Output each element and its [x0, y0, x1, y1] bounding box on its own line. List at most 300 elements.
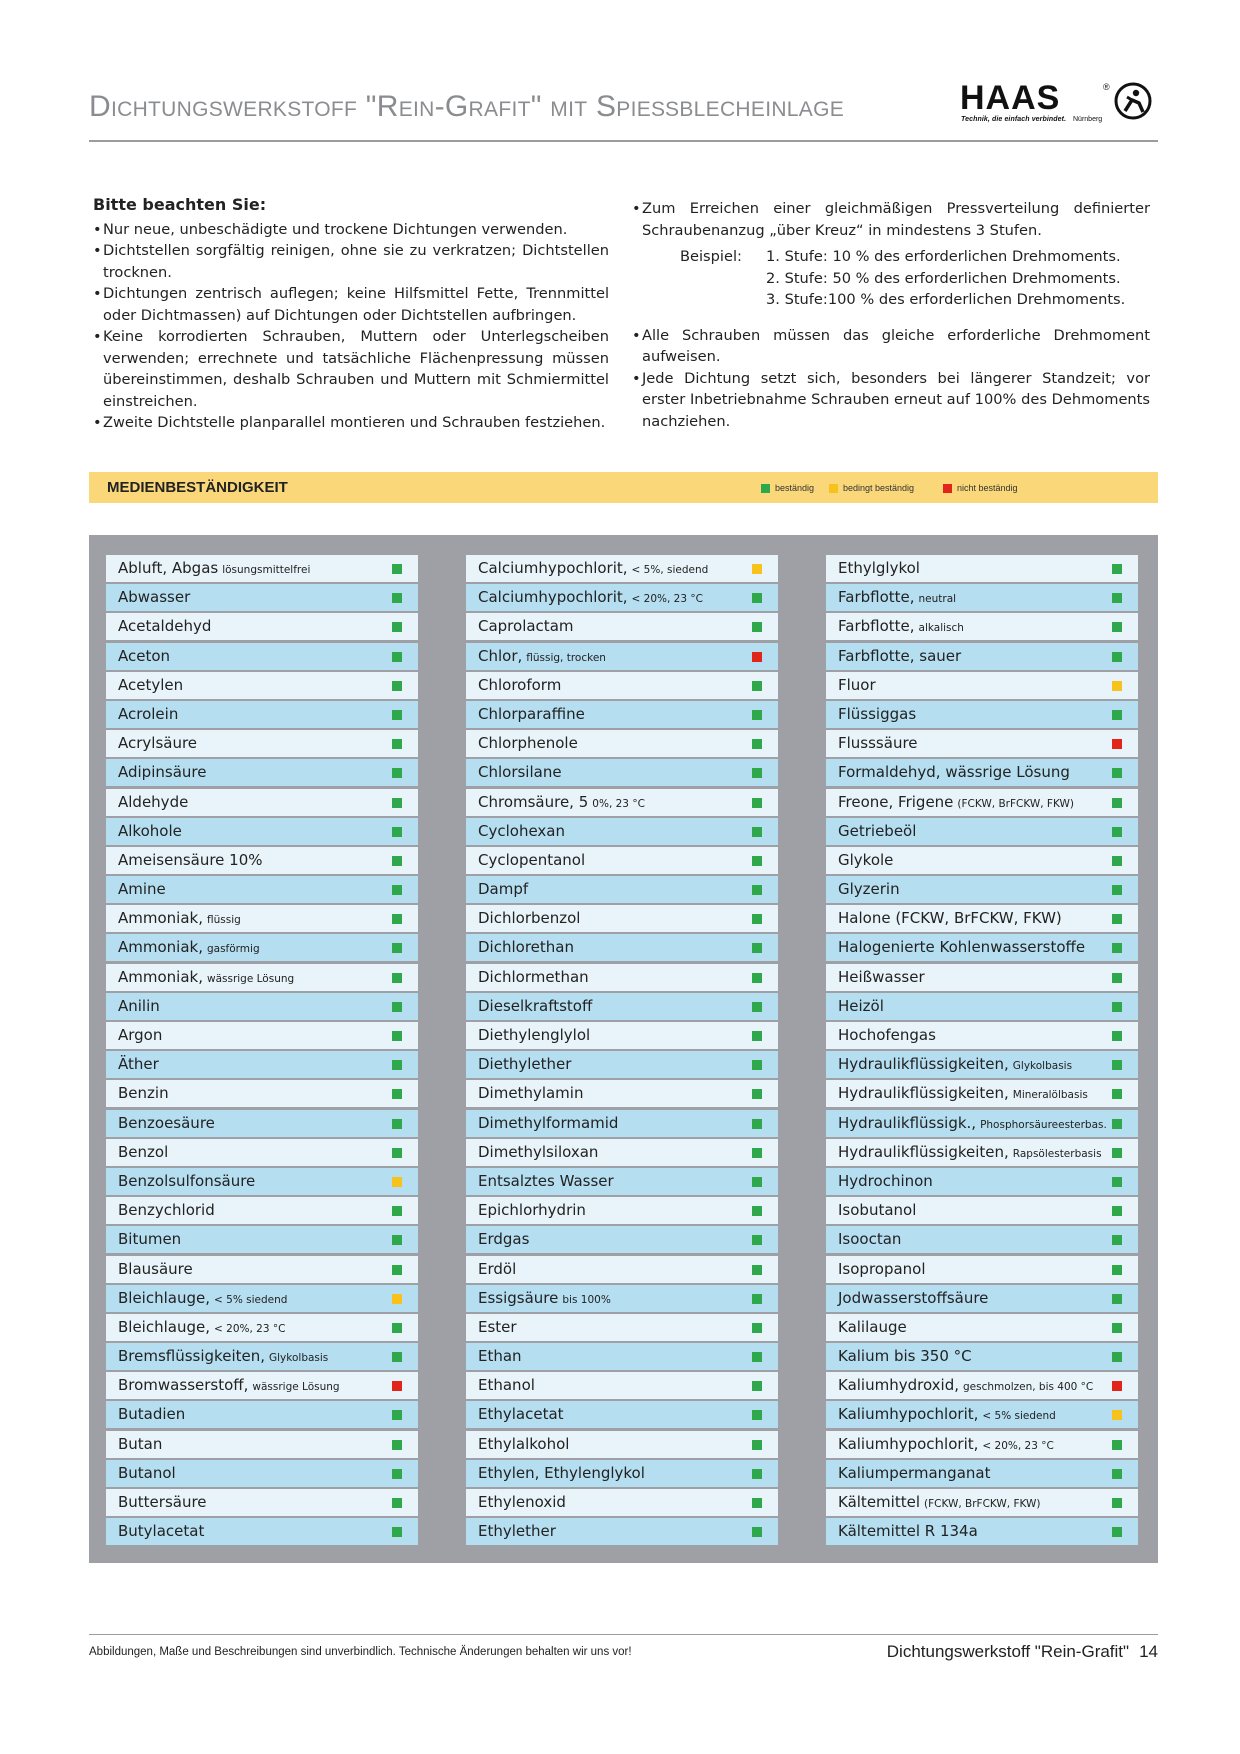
resistance-status-indicator [752, 914, 762, 924]
media-condition: (FCKW, BrFCKW, FKW) [923, 1498, 1041, 1510]
resistance-status-indicator [1112, 1089, 1122, 1099]
media-name: Adipinsäure [118, 763, 207, 782]
legend-item-3 [943, 483, 1018, 493]
media-name: Kalium bis 350 °C [838, 1347, 972, 1366]
logo-tagline: Technik, die einfach verbindet. [961, 116, 1067, 123]
resistance-status-indicator [1112, 1294, 1122, 1304]
media-row [106, 1051, 418, 1078]
media-row [826, 1343, 1138, 1370]
media-name: Isopropanol [838, 1259, 926, 1278]
media-row [106, 1460, 418, 1487]
footer-disclaimer: Abbildungen, Maße und Beschreibungen sind unverbindlich. Technische Änderungen behalten wir uns vor! [89, 1646, 632, 1658]
media-name: Farbflotte, sauer [838, 646, 962, 665]
haas-logo [960, 80, 1160, 130]
media-name: Ethylalkohol [478, 1434, 570, 1453]
resistance-status-indicator [752, 681, 762, 691]
media-row [106, 789, 418, 816]
media-condition: flüssig, trocken [526, 651, 606, 664]
media-row [466, 964, 778, 991]
media-row [826, 1080, 1138, 1107]
example-label: Beispiel: [680, 248, 742, 265]
media-row [826, 643, 1138, 670]
media-resistance-table [89, 535, 1158, 1563]
media-row [106, 1285, 418, 1312]
resistance-status-indicator [1112, 1206, 1122, 1216]
resistance-status-indicator [752, 1469, 762, 1479]
legend-item-2 [829, 483, 914, 493]
resistance-status-indicator [1112, 681, 1122, 691]
resistance-status-indicator [1112, 827, 1122, 837]
resistance-status-indicator [1112, 856, 1122, 866]
media-name: Freone, Frigene [838, 792, 954, 811]
media-row [106, 1314, 418, 1341]
media-name: Bitumen [118, 1230, 182, 1249]
media-name: Diethylether [478, 1055, 572, 1074]
media-name: Dieselkraftstoff [478, 996, 593, 1015]
media-name: Acetaldehyd [118, 617, 212, 636]
media-row [826, 818, 1138, 845]
media-condition: Phosphorsäureesterbas. [980, 1118, 1107, 1131]
resistance-status-indicator [392, 914, 402, 924]
resistance-status-indicator [392, 681, 402, 691]
media-row [466, 847, 778, 874]
resistance-status-indicator [752, 1031, 762, 1041]
media-name: Hydrochinon [838, 1171, 933, 1190]
media-name: Calciumhypochlorit, [478, 559, 628, 577]
resistance-status-indicator [1112, 1440, 1122, 1450]
resistance-status-indicator [392, 1323, 402, 1333]
media-name: Dichlorbenzol [478, 909, 581, 928]
media-row [466, 555, 778, 582]
media-row [106, 934, 418, 961]
media-name: Flüssiggas [838, 704, 917, 723]
resistance-status-indicator [392, 1235, 402, 1245]
resistance-status-indicator [752, 710, 762, 720]
resistance-status-indicator [1112, 914, 1122, 924]
media-row [106, 1080, 418, 1107]
media-row [106, 759, 418, 786]
resistance-status-indicator [1112, 1527, 1122, 1537]
media-name: Chlorparaffine [478, 704, 585, 723]
media-row [466, 584, 778, 611]
resistance-status-indicator [1112, 1410, 1122, 1420]
media-condition: bis 100% [562, 1293, 611, 1306]
resistance-status-indicator [392, 768, 402, 778]
legend-label: bedingt beständig [843, 483, 915, 493]
media-name: Hydraulikflüssigkeiten, [838, 1084, 1009, 1103]
note-item: • Dichtungen zentrisch auflegen; keine Hilfsmittel Fette, Trennmittel oder Dichtmassen) auf Dichtungen oder Dichtstellen aufbringen. [93, 283, 609, 326]
media-name: Kältemittel [838, 1493, 920, 1511]
resistance-status-indicator [752, 768, 762, 778]
media-row [826, 1372, 1138, 1399]
resistance-status-indicator [752, 1381, 762, 1391]
resistance-status-indicator [392, 1119, 402, 1129]
resistance-status-indicator [392, 1527, 402, 1537]
media-condition: gasförmig [206, 943, 260, 956]
media-name: Calciumhypochlorit, [478, 588, 628, 607]
resistance-status-indicator [752, 943, 762, 953]
media-row [826, 1285, 1138, 1312]
resistance-status-indicator [752, 885, 762, 895]
media-row [466, 643, 778, 670]
resistance-status-indicator [752, 1119, 762, 1129]
resistance-status-indicator [752, 1294, 762, 1304]
media-name: Kaliumhydroxid, [838, 1376, 960, 1395]
resistance-status-indicator [1112, 1323, 1122, 1333]
legend-item-1 [761, 483, 814, 493]
media-name: Glykole [838, 850, 894, 869]
media-name: Ethylenoxid [478, 1493, 566, 1511]
media-name: Kaliumhypochlorit, [838, 1434, 979, 1453]
media-row [826, 934, 1138, 961]
media-row [106, 1022, 418, 1049]
header-rule [89, 140, 1158, 142]
media-row [826, 789, 1138, 816]
resistance-status-indicator [1112, 798, 1122, 808]
media-name: Farbflotte, [838, 588, 915, 607]
footer-rule [89, 1634, 1158, 1635]
media-condition: 0%, 23 °C [592, 797, 645, 810]
media-name: Acrolein [118, 704, 179, 723]
haas-emblem-icon [1113, 81, 1153, 121]
media-row [826, 730, 1138, 757]
resistance-status-indicator [752, 1060, 762, 1070]
resistance-status-indicator [392, 1060, 402, 1070]
note-item: • Dichtstellen sorgfältig reinigen, ohne sie zu verkratzen; Dichtstellen trocknen. [93, 240, 609, 283]
media-row [466, 789, 778, 816]
media-condition: lösungsmittelfrei [222, 564, 311, 576]
media-row [106, 1197, 418, 1224]
resistance-status-indicator [1112, 1177, 1122, 1187]
media-row [826, 964, 1138, 991]
media-row [466, 1518, 778, 1545]
resistance-status-indicator [752, 1440, 762, 1450]
media-row [826, 1139, 1138, 1166]
resistance-status-indicator [752, 564, 762, 574]
media-name: Ethan [478, 1347, 522, 1366]
resistance-status-indicator [392, 593, 402, 603]
media-name: Bleichlauge, [118, 1288, 210, 1307]
media-row [106, 847, 418, 874]
media-name: Heißwasser [838, 967, 925, 986]
media-name: Bromwasserstoff, [118, 1376, 249, 1395]
media-name: Buttersäure [118, 1493, 207, 1511]
media-name: Ethylen, Ethylenglykol [478, 1463, 645, 1482]
media-row [466, 1051, 778, 1078]
media-row [106, 1226, 418, 1253]
media-row [826, 584, 1138, 611]
resistance-status-indicator [1112, 1119, 1122, 1129]
media-row [106, 964, 418, 991]
media-name: Ethylglykol [838, 559, 920, 577]
media-row [466, 1372, 778, 1399]
media-row [826, 1401, 1138, 1428]
media-name: Dichlormethan [478, 967, 589, 986]
resistance-status-indicator [752, 1002, 762, 1012]
resistance-status-indicator [1112, 1002, 1122, 1012]
media-row [466, 1489, 778, 1516]
resistance-status-indicator [392, 622, 402, 632]
media-name: Bleichlauge, [118, 1317, 210, 1336]
media-row [826, 1197, 1138, 1224]
media-name: Butylacetat [118, 1522, 205, 1541]
resistance-status-indicator [1112, 973, 1122, 983]
media-name: Isobutanol [838, 1201, 917, 1220]
media-row [826, 1110, 1138, 1137]
media-row [826, 701, 1138, 728]
media-row [826, 1460, 1138, 1487]
media-name: Butan [118, 1434, 163, 1453]
media-condition: < 20%, 23 °C [631, 593, 703, 606]
media-row [466, 1022, 778, 1049]
legend-label: beständig [775, 483, 815, 493]
resistance-status-indicator [392, 1381, 402, 1391]
media-condition: flüssig [206, 914, 241, 927]
media-name: Alkohole [118, 821, 182, 840]
media-name: Argon [118, 1026, 163, 1044]
media-row [466, 1460, 778, 1487]
resistance-status-indicator [392, 1294, 402, 1304]
media-condition: wässrige Lösung [206, 972, 295, 985]
resistance-status-indicator [1112, 1235, 1122, 1245]
notes-list-right-after [632, 325, 1150, 433]
media-condition: (FCKW, BrFCKW, FKW) [957, 797, 1074, 810]
media-name: Cyclohexan [478, 821, 565, 840]
media-name: Caprolactam [478, 617, 574, 636]
media-row [106, 905, 418, 932]
logo-wordmark: HAAS [960, 79, 1061, 117]
resistance-status-indicator [1112, 768, 1122, 778]
resistance-status-indicator [392, 1410, 402, 1420]
media-name: Ester [478, 1317, 517, 1336]
media-row [106, 701, 418, 728]
media-name: Essigsäure [478, 1288, 559, 1307]
resistance-status-indicator [752, 739, 762, 749]
resistance-status-indicator [392, 1148, 402, 1158]
resistance-status-indicator [392, 1177, 402, 1187]
logo-city: Nürnberg [1073, 116, 1103, 123]
legend-label: nicht beständig [957, 483, 1018, 493]
media-name: Acetylen [118, 675, 184, 694]
media-name: Epichlorhydrin [478, 1201, 586, 1220]
media-name: Bremsflüssigkeiten, [118, 1347, 265, 1366]
resistance-status-indicator [392, 1440, 402, 1450]
media-name: Ethanol [478, 1376, 535, 1395]
media-name: Diethylenglylol [478, 1026, 591, 1044]
media-name: Farbflotte, [838, 617, 915, 636]
resistance-status-indicator [1112, 652, 1122, 662]
media-condition: neutral [918, 593, 957, 606]
media-row [106, 643, 418, 670]
media-name: Cyclopentanol [478, 850, 586, 869]
notes-right-column [632, 198, 1150, 432]
torque-example [632, 246, 1150, 311]
media-row [466, 1226, 778, 1253]
media-name: Ammoniak, [118, 967, 203, 986]
media-name: Dampf [478, 880, 529, 899]
resistance-status-indicator [392, 827, 402, 837]
resistance-status-indicator [1112, 1265, 1122, 1275]
resistance-status-indicator [1112, 1352, 1122, 1362]
media-row [466, 759, 778, 786]
media-row [106, 613, 418, 640]
media-name: Hydraulikflüssigk., [838, 1113, 977, 1132]
resistance-status-indicator [392, 973, 402, 983]
media-row [106, 1110, 418, 1137]
media-name: Kältemittel R 134a [838, 1522, 978, 1541]
media-row [106, 1168, 418, 1195]
media-row [106, 993, 418, 1020]
media-name: Amine [118, 880, 166, 899]
media-name: Benzin [118, 1084, 169, 1103]
resistance-status-indicator [1112, 593, 1122, 603]
media-condition: < 20%, 23 °C [982, 1439, 1054, 1452]
media-name: Kalilauge [838, 1317, 907, 1336]
resistance-status-indicator [752, 1352, 762, 1362]
notes-list [93, 219, 609, 434]
resistance-status-indicator [752, 593, 762, 603]
media-row [106, 1139, 418, 1166]
media-name: Halogenierte Kohlenwasserstoffe [838, 938, 1086, 957]
media-row [826, 1256, 1138, 1283]
resistance-status-indicator [752, 827, 762, 837]
media-name: Abwasser [118, 588, 191, 607]
media-condition: Mineralölbasis [1012, 1089, 1088, 1102]
media-row [826, 555, 1138, 582]
example-step: 3. Stufe:100 % des erforderlichen Drehmoments. [766, 291, 1126, 308]
note-item: • Nur neue, unbeschädigte und trockene Dichtungen verwenden. [93, 219, 609, 241]
resistance-status-indicator [1112, 1469, 1122, 1479]
resistance-status-indicator [392, 1498, 402, 1508]
media-column-2 [466, 555, 778, 1547]
media-row [106, 555, 418, 582]
media-row [106, 1372, 418, 1399]
resistance-status-indicator [392, 798, 402, 808]
media-name: Chloroform [478, 675, 562, 694]
resistance-status-indicator [392, 1265, 402, 1275]
media-row [106, 730, 418, 757]
logo-registered-mark: ® [1103, 82, 1110, 92]
media-row [826, 672, 1138, 699]
media-row [466, 993, 778, 1020]
resistance-status-indicator [392, 710, 402, 720]
media-name: Dimethylformamid [478, 1113, 619, 1132]
note-item: • Keine korrodierten Schrauben, Muttern oder Unterlegscheiben verwenden; errechnete und tatsächliche Flächenpressung müssen übereinstimmen, deshalb Schrauben und Muttern mit Schmiermittel einstreichen. [93, 326, 609, 412]
media-row [466, 1080, 778, 1107]
media-name: Kaliumhypochlorit, [838, 1405, 979, 1424]
resistance-status-indicator [752, 856, 762, 866]
media-row [826, 759, 1138, 786]
resistance-status-indicator [1112, 943, 1122, 953]
media-name: Glyzerin [838, 880, 900, 899]
resistance-status-indicator [752, 1265, 762, 1275]
example-step: 2. Stufe: 50 % des erforderlichen Drehmoments. [766, 269, 1121, 287]
media-row [826, 1518, 1138, 1545]
media-row [466, 1343, 778, 1370]
media-name: Erdöl [478, 1259, 517, 1278]
resistance-status-indicator [1112, 1148, 1122, 1158]
resistance-status-indicator [1112, 1381, 1122, 1391]
note-item: • Zweite Dichtstelle planparallel montieren und Schrauben festziehen. [93, 412, 609, 434]
note-item: • Alle Schrauben müssen das gleiche erforderliche Drehmoment aufweisen. [632, 325, 1150, 368]
media-name: Ethylether [478, 1522, 556, 1541]
legend-swatch-2 [829, 484, 838, 493]
media-name: Benzoesäure [118, 1113, 215, 1132]
resistance-status-indicator [1112, 622, 1122, 632]
media-row [826, 1314, 1138, 1341]
resistance-status-indicator [752, 1235, 762, 1245]
page-title: Dichtungswerkstoff "Rein-Grafit" mit Spießblecheinlage [89, 90, 845, 123]
media-name: Ethylacetat [478, 1405, 564, 1424]
media-row [826, 1168, 1138, 1195]
resistance-status-indicator [1112, 710, 1122, 720]
resistance-status-indicator [1112, 739, 1122, 749]
media-name: Hochofengas [838, 1026, 936, 1044]
media-row [106, 1518, 418, 1545]
media-condition: geschmolzen, bis 400 °C [963, 1381, 1094, 1394]
media-row [466, 1314, 778, 1341]
media-name: Jodwasserstoffsäure [838, 1288, 989, 1307]
media-row [466, 1256, 778, 1283]
notes-list-right [632, 198, 1150, 241]
media-name: Dimethylamin [478, 1084, 584, 1103]
media-name: Acrylsäure [118, 734, 198, 753]
resistance-status-indicator [752, 1206, 762, 1216]
media-row [466, 730, 778, 757]
media-row [826, 876, 1138, 903]
section-header-band [89, 472, 1158, 503]
media-condition: < 20%, 23 °C [214, 1322, 286, 1335]
media-condition: < 5% siedend [982, 1410, 1056, 1423]
media-name: Erdgas [478, 1230, 530, 1249]
media-name: Isooctan [838, 1230, 902, 1249]
media-name: Hydraulikflüssigkeiten, [838, 1055, 1009, 1074]
media-name: Chlor, [478, 646, 523, 665]
media-row [466, 1110, 778, 1137]
resistance-status-indicator [392, 856, 402, 866]
note-item: • Jede Dichtung setzt sich, besonders bei längerer Standzeit; vor erster Inbetriebnahme Schrauben erneut auf 100% des Dehmoments nachziehen. [632, 368, 1150, 433]
resistance-status-indicator [752, 1498, 762, 1508]
media-condition: alkalisch [918, 622, 964, 635]
media-name: Ameisensäure 10% [118, 850, 263, 869]
resistance-status-indicator [752, 1410, 762, 1420]
media-row [106, 1343, 418, 1370]
media-row [466, 1168, 778, 1195]
media-name: Entsalztes Wasser [478, 1171, 614, 1190]
media-name: Aldehyde [118, 792, 189, 811]
resistance-status-indicator [392, 885, 402, 895]
notes-left-column [93, 194, 609, 434]
resistance-status-indicator [752, 973, 762, 983]
media-name: Blausäure [118, 1259, 193, 1278]
media-row [106, 584, 418, 611]
media-row [826, 847, 1138, 874]
media-condition: Glykolbasis [269, 1352, 329, 1365]
media-column-3 [826, 555, 1138, 1547]
media-name: Flusssäure [838, 734, 918, 753]
media-name: Benzychlorid [118, 1201, 215, 1220]
media-name: Halone (FCKW, BrFCKW, FKW) [838, 909, 1062, 928]
media-row [106, 1431, 418, 1458]
media-row [106, 876, 418, 903]
media-name: Äther [118, 1055, 159, 1074]
resistance-status-indicator [392, 1469, 402, 1479]
media-row [466, 672, 778, 699]
media-row [466, 1139, 778, 1166]
resistance-status-indicator [1112, 564, 1122, 574]
resistance-status-indicator [752, 1177, 762, 1187]
media-name: Heizöl [838, 996, 884, 1015]
